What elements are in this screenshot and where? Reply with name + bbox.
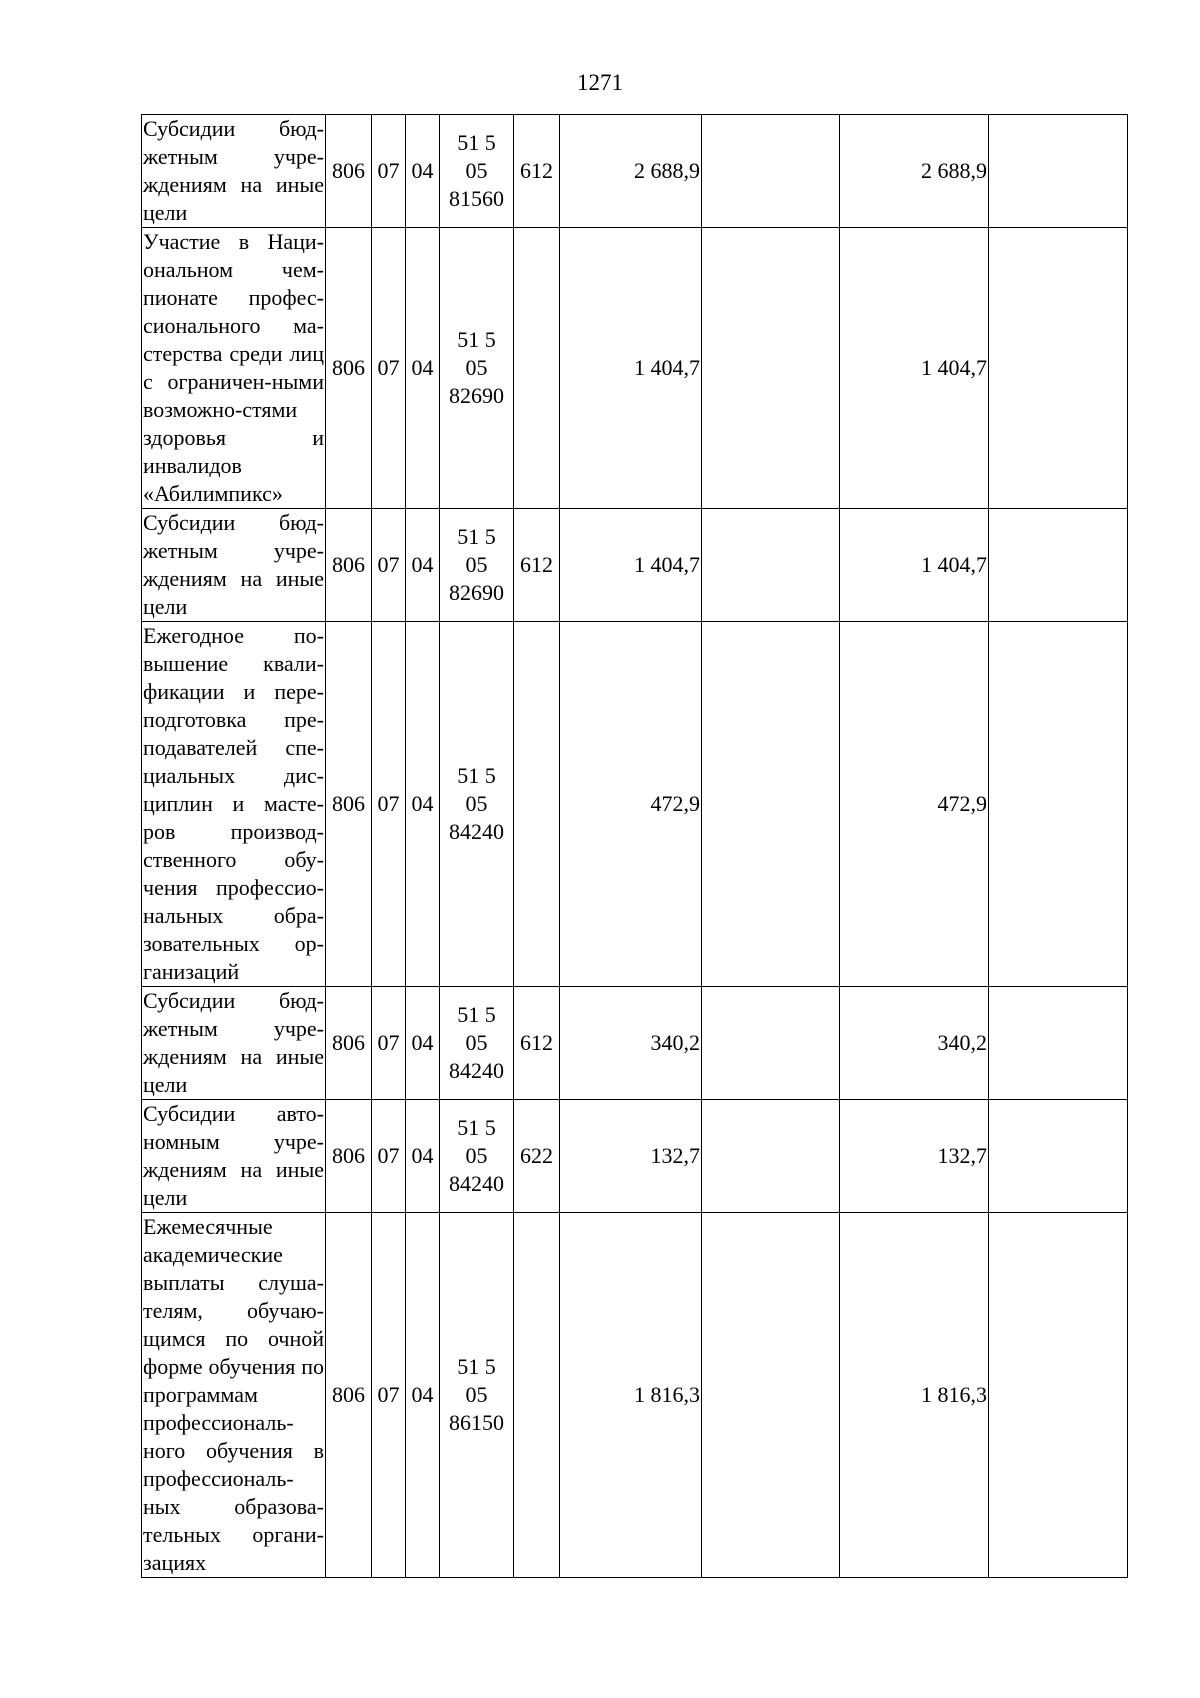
cell-ved: 806 [326,115,372,228]
cell-rz: 07 [372,115,406,228]
cell-ved: 806 [326,228,372,509]
cell-rz: 07 [372,987,406,1100]
table-row [142,509,1128,622]
page-number: 1271 [577,70,623,95]
cell-empty-1 [702,987,840,1100]
cell-ved: 806 [326,509,372,622]
row-name: Субсидии бюд-жетным учре-ждениям на иные цели [142,987,326,1100]
cell-ved: 806 [326,987,372,1100]
cell-ved: 806 [326,1213,372,1578]
table-row [142,115,1128,228]
cell-target-code: 51 5 05 82690 [440,228,514,509]
cell-rz: 07 [372,622,406,987]
cell-target-code: 51 5 05 84240 [440,987,514,1100]
table-row [142,228,1128,509]
cell-pr: 04 [406,622,440,987]
cell-expense-type: 612 [514,987,560,1100]
cell-pr: 04 [406,115,440,228]
cell-sum-2: 2 688,9 [840,115,989,228]
cell-empty-1 [702,1213,840,1578]
cell-sum-total: 132,7 [560,1100,702,1213]
table-row [142,622,1128,987]
cell-rz: 07 [372,1100,406,1213]
cell-rz: 07 [372,228,406,509]
cell-target-code: 51 5 05 82690 [440,509,514,622]
cell-sum-2: 1 404,7 [840,228,989,509]
table-row [142,1100,1128,1213]
row-name: Субсидии авто-номным учре-ждениям на иные цели [142,1100,326,1213]
cell-expense-type [514,228,560,509]
cell-sum-total: 1 404,7 [560,228,702,509]
cell-ved: 806 [326,622,372,987]
cell-rz: 07 [372,509,406,622]
budget-table [141,114,1128,1578]
cell-expense-type: 612 [514,509,560,622]
row-name: Субсидии бюд-жетным учре-ждениям на иные цели [142,115,326,228]
cell-sum-2: 472,9 [840,622,989,987]
cell-sum-2: 132,7 [840,1100,989,1213]
table-row [142,987,1128,1100]
cell-ved: 806 [326,1100,372,1213]
cell-target-code: 51 5 05 84240 [440,1100,514,1213]
cell-pr: 04 [406,1213,440,1578]
table-row [142,1213,1128,1578]
row-name: Ежегодное по-вышение квали-фикации и пере-подготовка пре-подавателей спе-циальных дис-циплин и масте-ров производ-ственного обу-чения профессио-нальных обра-зовательных ор-ганизаций [142,622,326,987]
cell-empty-1 [702,509,840,622]
cell-expense-type [514,1213,560,1578]
cell-sum-total: 472,9 [560,622,702,987]
cell-pr: 04 [406,509,440,622]
row-name: Участие в Наци-ональном чем-пионате профес-сионального ма-стерства среди лиц с ограничен-ными возможно-стями здоровья и инвалидов «Абилимпикс» [142,228,326,509]
cell-expense-type: 612 [514,115,560,228]
cell-pr: 04 [406,228,440,509]
cell-empty-1 [702,1100,840,1213]
cell-empty-2 [989,509,1128,622]
cell-empty-2 [989,115,1128,228]
row-name: Субсидии бюд-жетным учре-ждениям на иные цели [142,509,326,622]
row-name: Ежемесячные академические выплаты слуша-телям, обучаю-щимся по очной форме обучения по программам профессиональ-ного обучения в профессиональ-ных образова-тельных органи-зациях [142,1213,326,1578]
cell-sum-total: 340,2 [560,987,702,1100]
cell-target-code: 51 5 05 86150 [440,1213,514,1578]
cell-empty-2 [989,622,1128,987]
cell-rz: 07 [372,1213,406,1578]
cell-sum-total: 2 688,9 [560,115,702,228]
cell-sum-total: 1 816,3 [560,1213,702,1578]
cell-empty-2 [989,987,1128,1100]
cell-expense-type [514,622,560,987]
cell-empty-1 [702,228,840,509]
cell-target-code: 51 5 05 84240 [440,622,514,987]
cell-sum-2: 340,2 [840,987,989,1100]
cell-empty-2 [989,228,1128,509]
cell-empty-1 [702,622,840,987]
cell-expense-type: 622 [514,1100,560,1213]
cell-empty-2 [989,1100,1128,1213]
cell-pr: 04 [406,987,440,1100]
cell-pr: 04 [406,1100,440,1213]
cell-sum-2: 1 404,7 [840,509,989,622]
cell-sum-total: 1 404,7 [560,509,702,622]
cell-target-code: 51 5 05 81560 [440,115,514,228]
cell-empty-2 [989,1213,1128,1578]
cell-empty-1 [702,115,840,228]
cell-sum-2: 1 816,3 [840,1213,989,1578]
